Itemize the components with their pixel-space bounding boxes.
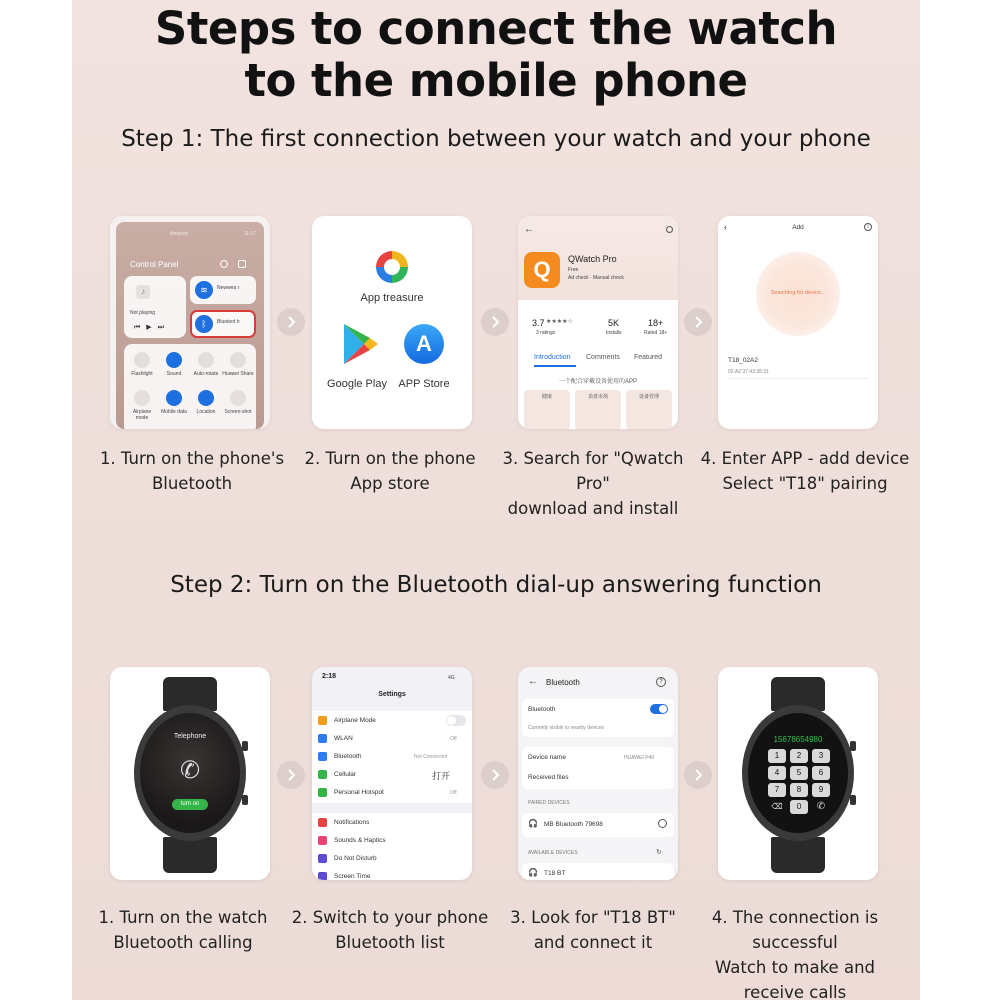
paired-devices-header: PAIRED DEVICES xyxy=(528,800,570,806)
watch-screen xyxy=(748,713,848,833)
step2-card-bluetooth-list xyxy=(518,667,678,880)
age-label: Rated 18+ xyxy=(644,330,668,336)
caption-line: 1. Turn on the watch xyxy=(98,908,268,927)
screenshot-thumb xyxy=(524,390,570,429)
settings-row-value: Off xyxy=(450,736,457,742)
toggles-grid xyxy=(124,344,256,429)
available-devices-header: AVAILABLE DEVICES xyxy=(528,850,578,856)
settings-row-label[interactable]: Cellular xyxy=(334,771,357,778)
settings-row-label[interactable]: Personal Hotspot xyxy=(334,789,384,796)
step2-heading: Step 2: Turn on the Bluetooth dial-up answering function xyxy=(170,572,822,598)
arrow-icon xyxy=(684,308,712,336)
back-arrow-icon[interactable]: ← xyxy=(528,676,538,687)
back-arrow-icon[interactable]: ← xyxy=(524,224,534,235)
sound-icon[interactable] xyxy=(166,352,182,368)
tile-label-auto-rotate: Auto-rotate xyxy=(193,371,219,377)
screenshot-caption: 表盘市场 xyxy=(587,394,608,400)
step2-caption-1 xyxy=(78,905,288,955)
step2-card-watch-telephone xyxy=(110,667,270,880)
huawei-share-icon[interactable] xyxy=(230,352,246,368)
screenshot-icon[interactable] xyxy=(230,390,246,406)
dial-key[interactable]: 8 xyxy=(790,783,808,797)
tile-label-huawei-share: Huawei Share xyxy=(222,371,254,377)
caption-line: App store xyxy=(350,474,430,493)
device-name-value: HUAWEI P40 xyxy=(624,755,655,761)
step1-card-app-stores xyxy=(312,216,472,429)
media-tile[interactable] xyxy=(124,276,186,338)
info-icon[interactable]: i xyxy=(864,223,872,231)
edit-icon[interactable] xyxy=(238,260,246,268)
screen-time-icon xyxy=(318,872,327,880)
installs-label: Installs xyxy=(606,330,622,336)
tile-label-sound: Sound xyxy=(166,371,182,377)
wifi-icon: ≋ xyxy=(195,281,213,299)
step2-card-watch-dialer xyxy=(718,667,878,880)
call-icon[interactable]: ✆ xyxy=(816,801,826,812)
settings-row-label[interactable]: Screen Time xyxy=(334,873,371,880)
active-tab-indicator xyxy=(534,365,576,367)
search-icon[interactable] xyxy=(666,226,673,233)
app-price: Free xyxy=(568,267,579,273)
device-name-label[interactable]: Device name xyxy=(528,754,566,761)
settings-row-value: Off xyxy=(450,790,457,796)
dial-key[interactable]: 7 xyxy=(768,783,786,797)
tab-introduction[interactable]: Introduction xyxy=(534,354,571,361)
hotspot-icon xyxy=(318,788,327,797)
step1-caption-3 xyxy=(486,446,700,521)
step1-card-app-listing xyxy=(518,216,678,429)
turn-on-button[interactable]: turn on xyxy=(172,799,208,810)
arrow-icon xyxy=(277,761,305,789)
caption-line: successful xyxy=(752,933,838,952)
status-time: 11:17 xyxy=(243,231,256,237)
media-controls-icon[interactable]: ⏮▶⏭ xyxy=(134,324,170,331)
ratings-count: 3 ratings xyxy=(536,330,556,336)
screenshot-thumb xyxy=(575,390,621,429)
step1-card-add-device xyxy=(718,216,878,429)
available-device-name: T18 BT xyxy=(544,870,566,877)
watch-screen xyxy=(140,713,240,833)
tab-comments[interactable]: Comments xyxy=(586,354,620,361)
caption-line: 3. Search for "Qwatch Pro" xyxy=(502,449,684,493)
caption-line: 4. Enter APP - add device xyxy=(700,449,910,468)
location-icon[interactable] xyxy=(198,390,214,406)
airplane-mode-icon xyxy=(318,716,327,725)
rating-stars-icon: ★★★★☆ xyxy=(546,319,573,325)
bluetooth-toggle-label: Bluetooth xyxy=(528,706,556,713)
help-icon[interactable]: ? xyxy=(656,677,666,687)
app-store-label: APP Store xyxy=(398,378,450,390)
step1-caption-1 xyxy=(87,446,297,496)
app-meta: Ad check · Manual check xyxy=(568,275,624,281)
settings-title: Settings xyxy=(378,691,406,698)
control-panel-title: Control Panel xyxy=(130,260,179,269)
step2-caption-4 xyxy=(690,905,900,1000)
arrow-icon xyxy=(481,761,509,789)
caption-line: Watch to make and xyxy=(714,958,875,977)
bluetooth-icon xyxy=(318,752,327,761)
back-icon[interactable]: ‹ xyxy=(724,222,727,232)
watch-crown xyxy=(242,741,248,751)
phone-call-icon: ✆ xyxy=(179,757,201,784)
settings-group-1 xyxy=(312,711,472,803)
caption-line: receive calls xyxy=(743,983,847,1000)
app-store-icon[interactable]: A xyxy=(404,324,444,364)
music-note-icon: ♪ xyxy=(136,285,150,299)
available-device-row[interactable] xyxy=(522,863,674,880)
screenshot-caption: 设备管理 xyxy=(638,394,659,400)
bluetooth-icon: ᛒ xyxy=(195,315,213,333)
divider xyxy=(728,378,868,379)
status-network: 4G xyxy=(448,675,455,681)
caption-line: Bluetooth calling xyxy=(113,933,253,952)
page-title-line1: Steps to connect the watch xyxy=(154,2,838,55)
wlan-icon xyxy=(318,734,327,743)
step2-caption-2 xyxy=(285,905,495,955)
step2-card-settings xyxy=(312,667,472,880)
google-play-icon[interactable] xyxy=(340,322,380,366)
do-not-disturb-icon xyxy=(318,854,327,863)
tile-label-flashlight: Flashlight xyxy=(131,371,153,377)
settings-group-2 xyxy=(312,813,472,880)
bluetooth-tile-label: Bluetoot h xyxy=(217,319,240,325)
dial-key[interactable]: 2 xyxy=(790,749,808,763)
bluetooth-title: Bluetooth xyxy=(546,678,580,687)
step2-caption-3 xyxy=(498,905,688,955)
dial-number: 15678654980 xyxy=(773,735,823,744)
tile-label-screenshot: Screen-shot xyxy=(224,409,252,415)
app-treasure-label: App treasure xyxy=(360,292,424,304)
settings-gear-icon[interactable] xyxy=(658,819,667,828)
not-playing-label: Not playing xyxy=(130,310,156,316)
arrow-icon xyxy=(277,308,305,336)
caption-line: download and install xyxy=(507,499,679,518)
settings-row-label[interactable]: Bluetooth xyxy=(334,753,362,760)
tab-featured[interactable]: Featured xyxy=(634,354,663,361)
paired-device-row[interactable] xyxy=(522,813,674,837)
phone-screen xyxy=(116,222,264,429)
status-time: 2:18 xyxy=(322,673,337,680)
wifi-tile[interactable] xyxy=(190,276,256,304)
bluetooth-toggle-row xyxy=(522,699,674,737)
dial-key[interactable]: 5 xyxy=(790,766,808,780)
wifi-label: Newwea r xyxy=(217,285,240,291)
refresh-icon[interactable]: ↻ xyxy=(656,849,662,856)
watch-button xyxy=(242,795,248,805)
dial-key[interactable]: 9 xyxy=(812,783,830,797)
settings-row-label[interactable]: WLAN xyxy=(334,735,353,742)
searching-text: Searching for device... xyxy=(770,290,826,296)
caption-line: Bluetooth xyxy=(151,474,233,493)
dial-key[interactable]: 0 xyxy=(790,800,808,814)
qwatch-app-icon: Q xyxy=(524,252,560,288)
mobile-data-icon[interactable] xyxy=(166,390,182,406)
settings-row-value: Not Connected xyxy=(414,754,448,760)
received-files-label[interactable]: Received files xyxy=(528,774,569,781)
dial-key[interactable]: 6 xyxy=(812,766,830,780)
dial-key[interactable]: 4 xyxy=(768,766,786,780)
device-name[interactable]: T18_02A2 xyxy=(728,357,758,364)
sounds-icon xyxy=(318,836,327,845)
step1-caption-4 xyxy=(700,446,910,496)
app-tagline: 一个配合穿戴设备使用的APP xyxy=(558,379,637,385)
settings-row-label[interactable]: Sounds & Haptics xyxy=(334,837,386,844)
bluetooth-tile[interactable] xyxy=(190,310,256,338)
airplane-icon[interactable] xyxy=(134,390,150,406)
device-mac: 02:A2:37:43:35:31 xyxy=(728,369,769,375)
arrow-icon xyxy=(481,308,509,336)
page-title-line2: to the mobile phone xyxy=(244,54,748,107)
caption-line: 1. Turn on the phone's xyxy=(99,449,285,468)
cellular-icon xyxy=(318,770,327,779)
caption-line: Select "T18" pairing xyxy=(722,474,888,493)
step1-card-control-panel xyxy=(110,216,270,429)
backspace-icon[interactable]: ⌫ xyxy=(771,802,783,811)
age-value: 18+ xyxy=(648,318,664,328)
visible-note: Currently visible to nearby devices xyxy=(528,725,605,731)
settings-row-label[interactable]: Airplane Mode xyxy=(334,717,376,724)
settings-row-value: 打开 xyxy=(432,771,451,781)
screenshot-caption: 健康 xyxy=(541,394,552,400)
status-carrier: Amazon xyxy=(170,231,189,237)
screenshot-thumb xyxy=(626,390,672,429)
caption-line: 2. Turn on the phone xyxy=(304,449,476,468)
caption-line: Bluetooth list xyxy=(335,933,445,952)
flashlight-icon[interactable] xyxy=(134,352,150,368)
dial-pad xyxy=(768,749,830,815)
dial-key[interactable]: 1 xyxy=(768,749,786,763)
headphones-icon: 🎧 xyxy=(528,868,538,877)
arrow-icon xyxy=(684,761,712,789)
caption-line: 4. The connection is xyxy=(711,908,879,927)
watch-telephone-title: Telephone xyxy=(173,733,207,740)
installs-value: 5K xyxy=(608,318,620,328)
caption-line: 3. Look for "T18 BT" xyxy=(510,908,676,927)
watch-strap-bottom xyxy=(771,837,825,873)
caption-line: 2. Switch to your phone xyxy=(291,908,489,927)
settings-row-label[interactable]: Notifications xyxy=(334,819,370,826)
notifications-icon xyxy=(318,818,327,827)
caption-line: and connect it xyxy=(533,933,653,952)
tile-label-location: Location xyxy=(196,409,216,415)
tile-label-mobile-data: Mobile data xyxy=(161,409,187,415)
headphones-icon: 🎧 xyxy=(528,819,538,828)
app-name: QWatch Pro xyxy=(568,254,617,264)
google-play-label: Google Play xyxy=(327,378,387,390)
watch-crown xyxy=(850,741,856,751)
step1-caption-2 xyxy=(285,446,495,496)
airplane-toggle[interactable] xyxy=(446,715,466,726)
tile-label-airplane: Airplane mode xyxy=(132,409,152,421)
auto-rotate-icon[interactable] xyxy=(198,352,214,368)
watch-strap-bottom xyxy=(163,837,217,873)
step1-heading: Step 1: The first connection between your watch and your phone xyxy=(121,126,871,152)
settings-row-label[interactable]: Do Not Disturb xyxy=(334,855,377,862)
paired-device-name: MB Bluetooth 79698 xyxy=(544,821,603,828)
bluetooth-toggle[interactable] xyxy=(650,704,668,714)
add-header: Add xyxy=(792,224,804,231)
dial-key[interactable]: 3 xyxy=(812,749,830,763)
device-info-group xyxy=(522,747,674,789)
rating-value: 3.7 xyxy=(532,318,545,328)
app-treasure-icon[interactable] xyxy=(374,249,410,285)
settings-icon[interactable] xyxy=(220,260,228,268)
watch-button xyxy=(850,795,856,805)
